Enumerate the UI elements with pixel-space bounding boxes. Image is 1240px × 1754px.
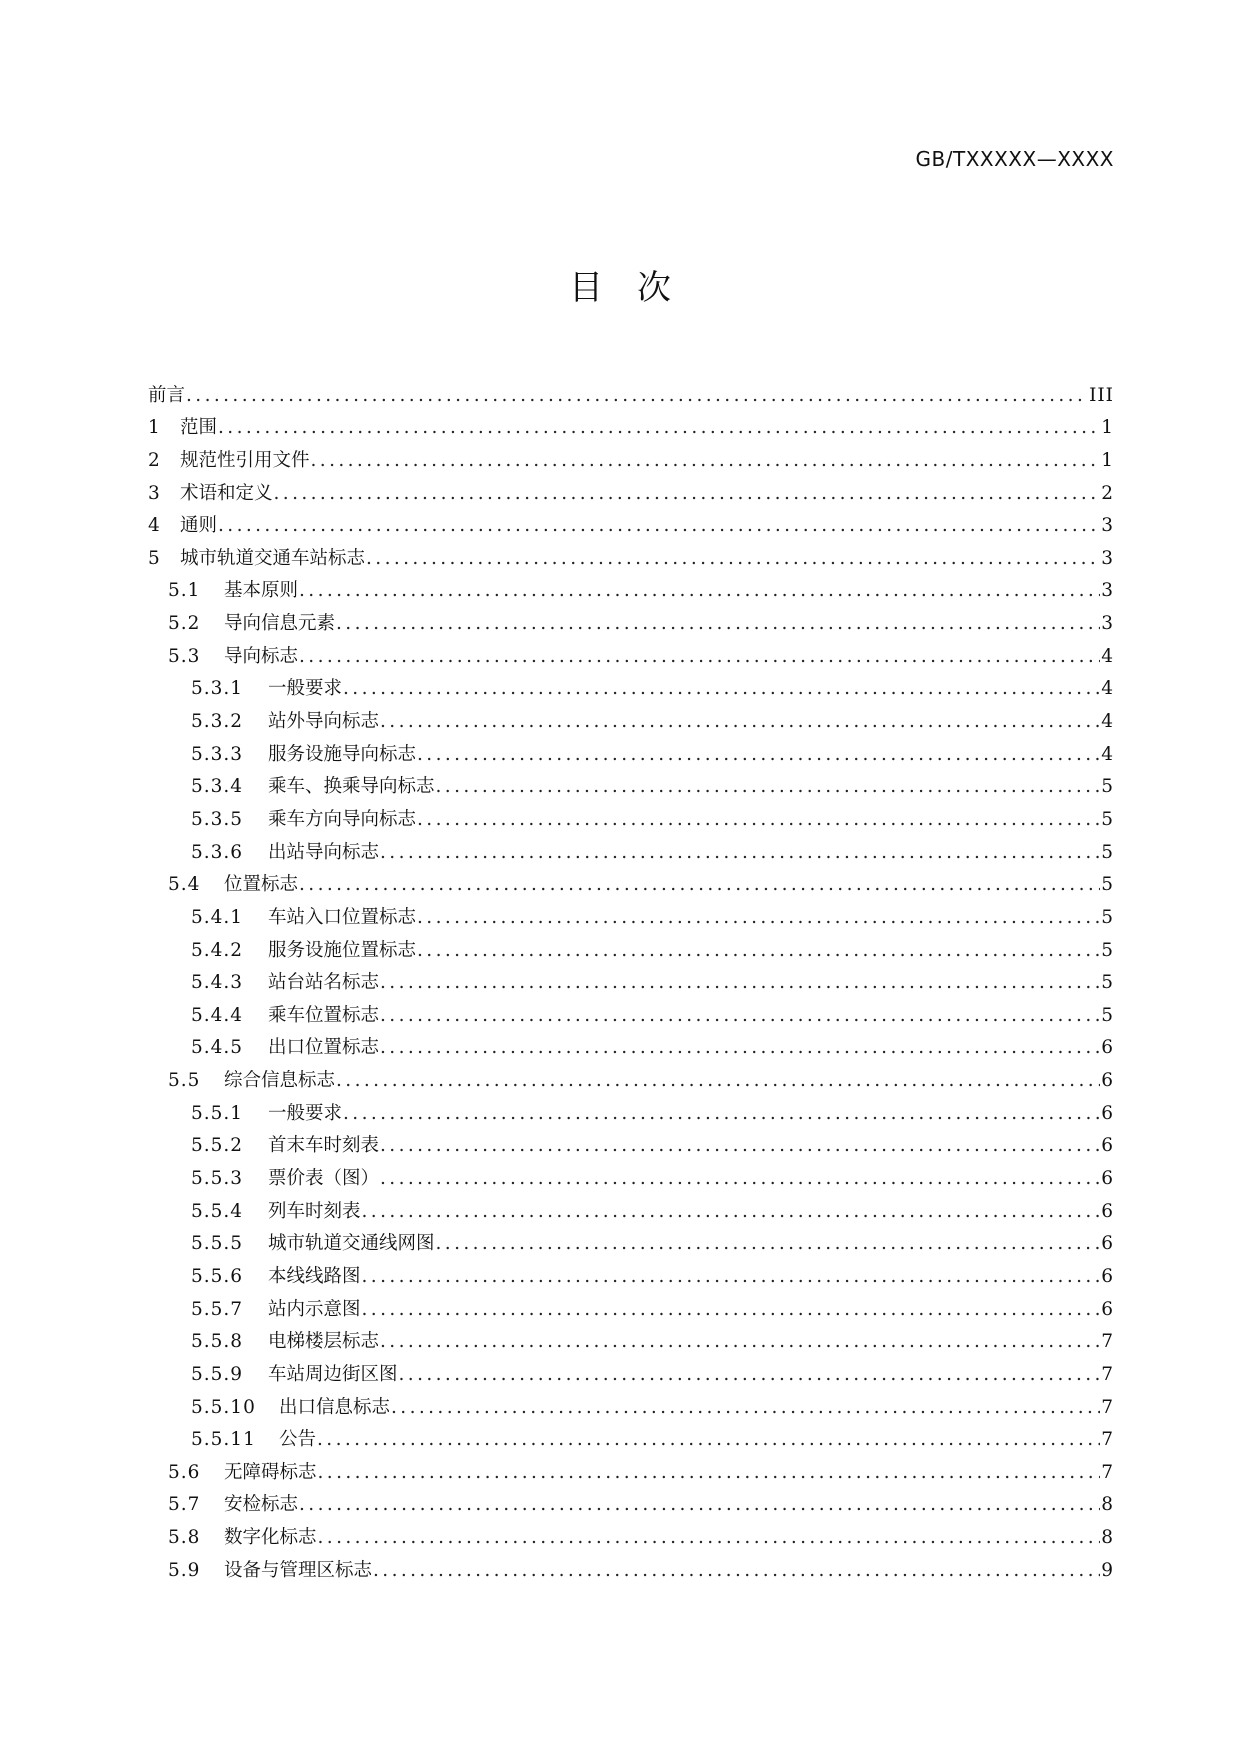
toc-dot-leader [317, 1429, 1100, 1451]
toc-entry-number: 5.5 [168, 1070, 201, 1092]
toc-entry[interactable] [148, 472, 1114, 505]
toc-dot-leader [186, 385, 1088, 407]
toc-dot-leader [343, 678, 1100, 700]
toc-entry-page: 4 [1101, 645, 1114, 667]
toc-title [0, 268, 1240, 308]
toc-dot-leader [299, 646, 1100, 668]
toc-dot-leader [366, 548, 1100, 570]
toc-entry[interactable] [148, 537, 1114, 570]
toc-entry-page: 2 [1101, 482, 1114, 504]
toc-entry-number: 5.5.10 [191, 1396, 256, 1418]
toc-dot-leader [299, 580, 1100, 602]
toc-entry-title: 服务设施导向标志 [268, 743, 417, 765]
toc-entry-title: 车站入口位置标志 [268, 906, 417, 928]
toc-entry-title: 数字化标志 [224, 1527, 317, 1549]
toc-entry-number: 5.5.1 [191, 1102, 244, 1124]
toc-entry-page: 7 [1101, 1331, 1114, 1353]
toc-entry[interactable] [148, 1157, 1114, 1190]
toc-entry-title: 票价表（图） [268, 1168, 380, 1190]
toc-entry-title: 安检标志 [224, 1494, 299, 1516]
toc-entry-title: 设备与管理区标志 [224, 1559, 373, 1581]
toc-entry[interactable] [148, 1386, 1114, 1419]
toc-dot-leader [436, 1233, 1101, 1255]
toc-entry[interactable] [148, 1549, 1114, 1582]
toc-entry-number: 4 [148, 515, 161, 537]
toc-entry-number: 5.4.4 [191, 1004, 244, 1026]
toc-entry-page: III [1089, 384, 1114, 406]
toc-entry-number: 1 [148, 417, 161, 439]
toc-dot-leader [343, 1103, 1100, 1125]
toc-entry-title: 列车时刻表 [268, 1200, 361, 1222]
toc-entry[interactable] [148, 1125, 1114, 1158]
toc-dot-leader [380, 842, 1100, 864]
toc-entry-title: 一般要求 [268, 678, 343, 700]
toc-dot-leader [380, 972, 1100, 994]
toc-entry-title: 城市轨道交通线网图 [268, 1233, 435, 1255]
toc-entry-title: 综合信息标志 [224, 1070, 336, 1092]
toc-entry-page: 4 [1101, 743, 1114, 765]
toc-entry-page: 4 [1101, 711, 1114, 733]
toc-entry-title: 范围 [180, 417, 218, 439]
toc-entry-page: 4 [1101, 678, 1114, 700]
toc-entry-number: 5.5.6 [191, 1265, 244, 1287]
toc-dot-leader [299, 874, 1100, 896]
toc-dot-leader [399, 1364, 1101, 1386]
toc-dot-leader [380, 1037, 1100, 1059]
toc-entry-number: 5.5.11 [191, 1429, 256, 1451]
toc-entry[interactable] [148, 439, 1114, 472]
toc-entry[interactable] [148, 1027, 1114, 1060]
toc-entry[interactable] [148, 1484, 1114, 1517]
toc-entry-page: 7 [1101, 1363, 1114, 1385]
toc-entry-title: 规范性引用文件 [180, 449, 310, 471]
toc-entry[interactable] [148, 994, 1114, 1027]
toc-entry-title: 本线线路图 [268, 1265, 361, 1287]
toc-entry-page: 5 [1101, 1004, 1114, 1026]
toc-entry-page: 7 [1101, 1461, 1114, 1483]
toc-entry-number: 5.3.4 [191, 776, 244, 798]
toc-entry[interactable] [148, 766, 1114, 799]
toc-entry-title: 站内示意图 [268, 1298, 361, 1320]
toc-entry-page: 5 [1101, 776, 1114, 798]
toc-entry-title: 服务设施位置标志 [268, 939, 417, 961]
toc-dot-leader [373, 1560, 1100, 1582]
toc-entry-page: 5 [1101, 874, 1114, 896]
toc-entry[interactable] [148, 1451, 1114, 1484]
toc-dot-leader [311, 450, 1101, 472]
toc-entry-page: 5 [1101, 939, 1114, 961]
toc-dot-leader [362, 1266, 1101, 1288]
toc-entry[interactable] [148, 962, 1114, 995]
toc-entry-page: 6 [1101, 1168, 1114, 1190]
toc-entry-page: 6 [1101, 1037, 1114, 1059]
toc-entry-title: 乘车、换乘导向标志 [268, 776, 435, 798]
toc-entry[interactable] [148, 831, 1114, 864]
toc-entry-title: 位置标志 [224, 874, 299, 896]
toc-entry-title: 导向标志 [224, 645, 299, 667]
toc-entry-number: 5.8 [168, 1527, 201, 1549]
table-of-contents [148, 374, 1114, 1582]
toc-dot-leader [299, 1494, 1100, 1516]
toc-entry-title: 出口位置标志 [268, 1037, 380, 1059]
toc-dot-leader [218, 515, 1100, 537]
toc-entry[interactable] [148, 1092, 1114, 1125]
toc-entry-number: 5 [148, 547, 161, 569]
toc-dot-leader [380, 1135, 1100, 1157]
toc-entry-number: 5.5.8 [191, 1331, 244, 1353]
toc-entry-page: 6 [1101, 1102, 1114, 1124]
toc-entry-page: 3 [1101, 613, 1114, 635]
toc-dot-leader [336, 613, 1100, 635]
toc-entry-page: 1 [1101, 417, 1114, 439]
toc-dot-leader [417, 907, 1100, 929]
toc-entry-number: 5.4 [168, 874, 201, 896]
toc-entry-number: 5.3.1 [191, 678, 244, 700]
toc-entry[interactable] [148, 1255, 1114, 1288]
toc-entry-page: 6 [1101, 1265, 1114, 1287]
toc-entry-number: 3 [148, 482, 161, 504]
toc-entry[interactable] [148, 1288, 1114, 1321]
toc-entry-title: 乘车位置标志 [268, 1004, 380, 1026]
toc-entry-number: 5.3.2 [191, 711, 244, 733]
toc-entry-number: 5.3.3 [191, 743, 244, 765]
toc-dot-leader [436, 776, 1101, 798]
toc-entry-page: 3 [1101, 580, 1114, 602]
toc-dot-leader [274, 483, 1101, 505]
toc-entry-title: 术语和定义 [180, 482, 273, 504]
toc-dot-leader [336, 1070, 1100, 1092]
toc-entry-number: 5.3.6 [191, 841, 244, 863]
toc-entry-title: 出站导向标志 [268, 841, 380, 863]
toc-entry-number: 5.5.2 [191, 1135, 244, 1157]
toc-entry[interactable] [148, 798, 1114, 831]
toc-entry-page: 7 [1101, 1396, 1114, 1418]
toc-entry-number: 5.4.1 [191, 906, 244, 928]
toc-entry-title: 站台站名标志 [268, 972, 380, 994]
toc-dot-leader [380, 1168, 1100, 1190]
toc-entry-page: 3 [1101, 547, 1114, 569]
toc-entry-title: 首末车时刻表 [268, 1135, 380, 1157]
toc-entry-number: 5.4.3 [191, 972, 244, 994]
toc-dot-leader [380, 711, 1100, 733]
toc-entry-page: 8 [1101, 1494, 1114, 1516]
toc-dot-leader [391, 1397, 1100, 1419]
toc-entry-title: 车站周边街区图 [268, 1363, 398, 1385]
toc-entry[interactable] [148, 700, 1114, 733]
toc-dot-leader [380, 1005, 1100, 1027]
toc-entry-title: 出口信息标志 [279, 1396, 391, 1418]
toc-entry-number: 5.3 [168, 645, 201, 667]
toc-entry-number: 5.5.7 [191, 1298, 244, 1320]
toc-entry-title: 无障碍标志 [224, 1461, 317, 1483]
toc-entry-title: 前言 [148, 384, 186, 406]
toc-entry-page: 5 [1101, 841, 1114, 863]
toc-entry-page: 1 [1101, 449, 1114, 471]
toc-entry-number: 5.9 [168, 1559, 201, 1581]
toc-entry-page: 6 [1101, 1070, 1114, 1092]
toc-entry-number: 5.5.3 [191, 1168, 244, 1190]
toc-title-part1: 目 [569, 268, 603, 308]
toc-entry[interactable] [148, 1059, 1114, 1092]
toc-entry[interactable] [148, 668, 1114, 701]
toc-entry[interactable] [148, 864, 1114, 897]
toc-entry[interactable] [148, 374, 1114, 407]
toc-entry[interactable] [148, 570, 1114, 603]
toc-dot-leader [318, 1527, 1101, 1549]
toc-entry[interactable] [148, 602, 1114, 635]
toc-entry-page: 5 [1101, 808, 1114, 830]
toc-entry-page: 6 [1101, 1200, 1114, 1222]
toc-entry[interactable] [148, 1223, 1114, 1256]
toc-dot-leader [417, 744, 1100, 766]
toc-entry[interactable] [148, 1353, 1114, 1386]
toc-entry-number: 5.5.9 [191, 1363, 244, 1385]
toc-entry-page: 7 [1101, 1429, 1114, 1451]
toc-entry-title: 站外导向标志 [268, 711, 380, 733]
toc-entry-number: 5.6 [168, 1461, 201, 1483]
toc-entry-page: 5 [1101, 906, 1114, 928]
toc-entry[interactable] [148, 896, 1114, 929]
toc-dot-leader [218, 417, 1100, 439]
toc-entry-number: 5.7 [168, 1494, 201, 1516]
toc-entry[interactable] [148, 1190, 1114, 1223]
toc-entry-number: 5.5.4 [191, 1200, 244, 1222]
toc-entry-title: 城市轨道交通车站标志 [180, 547, 366, 569]
toc-dot-leader [318, 1462, 1101, 1484]
toc-entry-title: 乘车方向导向标志 [268, 808, 417, 830]
toc-entry[interactable] [148, 929, 1114, 962]
toc-entry-number: 5.5.5 [191, 1233, 244, 1255]
toc-entry-number: 5.1 [168, 580, 201, 602]
toc-entry-number: 5.4.2 [191, 939, 244, 961]
toc-dot-leader [362, 1201, 1101, 1223]
toc-entry[interactable] [148, 1516, 1114, 1549]
toc-entry[interactable] [148, 505, 1114, 538]
toc-entry-number: 5.3.5 [191, 808, 244, 830]
toc-entry[interactable] [148, 1321, 1114, 1354]
toc-title-part2: 次 [637, 268, 671, 308]
toc-entry-page: 6 [1101, 1233, 1114, 1255]
toc-entry[interactable] [148, 635, 1114, 668]
toc-entry-page: 6 [1101, 1135, 1114, 1157]
toc-entry-number: 5.2 [168, 613, 201, 635]
toc-entry-title: 电梯楼层标志 [268, 1331, 380, 1353]
toc-entry-title: 一般要求 [268, 1102, 343, 1124]
document-code: GB/TXXXXX—XXXX [915, 147, 1114, 171]
toc-entry-page: 3 [1101, 515, 1114, 537]
toc-entry[interactable] [148, 733, 1114, 766]
toc-dot-leader [417, 940, 1100, 962]
toc-entry-page: 6 [1101, 1298, 1114, 1320]
toc-entry-title: 基本原则 [224, 580, 299, 602]
toc-entry[interactable] [148, 407, 1114, 440]
toc-entry-number: 2 [148, 449, 161, 471]
toc-dot-leader [417, 809, 1100, 831]
toc-entry-title: 导向信息元素 [224, 613, 336, 635]
toc-entry-page: 9 [1101, 1559, 1114, 1581]
toc-entry-number: 5.4.5 [191, 1037, 244, 1059]
toc-entry-title: 通则 [180, 515, 218, 537]
toc-dot-leader [362, 1299, 1101, 1321]
toc-entry-title: 公告 [279, 1429, 317, 1451]
toc-entry-page: 8 [1101, 1527, 1114, 1549]
toc-entry-page: 5 [1101, 972, 1114, 994]
toc-entry[interactable] [148, 1419, 1114, 1452]
toc-dot-leader [380, 1331, 1100, 1353]
